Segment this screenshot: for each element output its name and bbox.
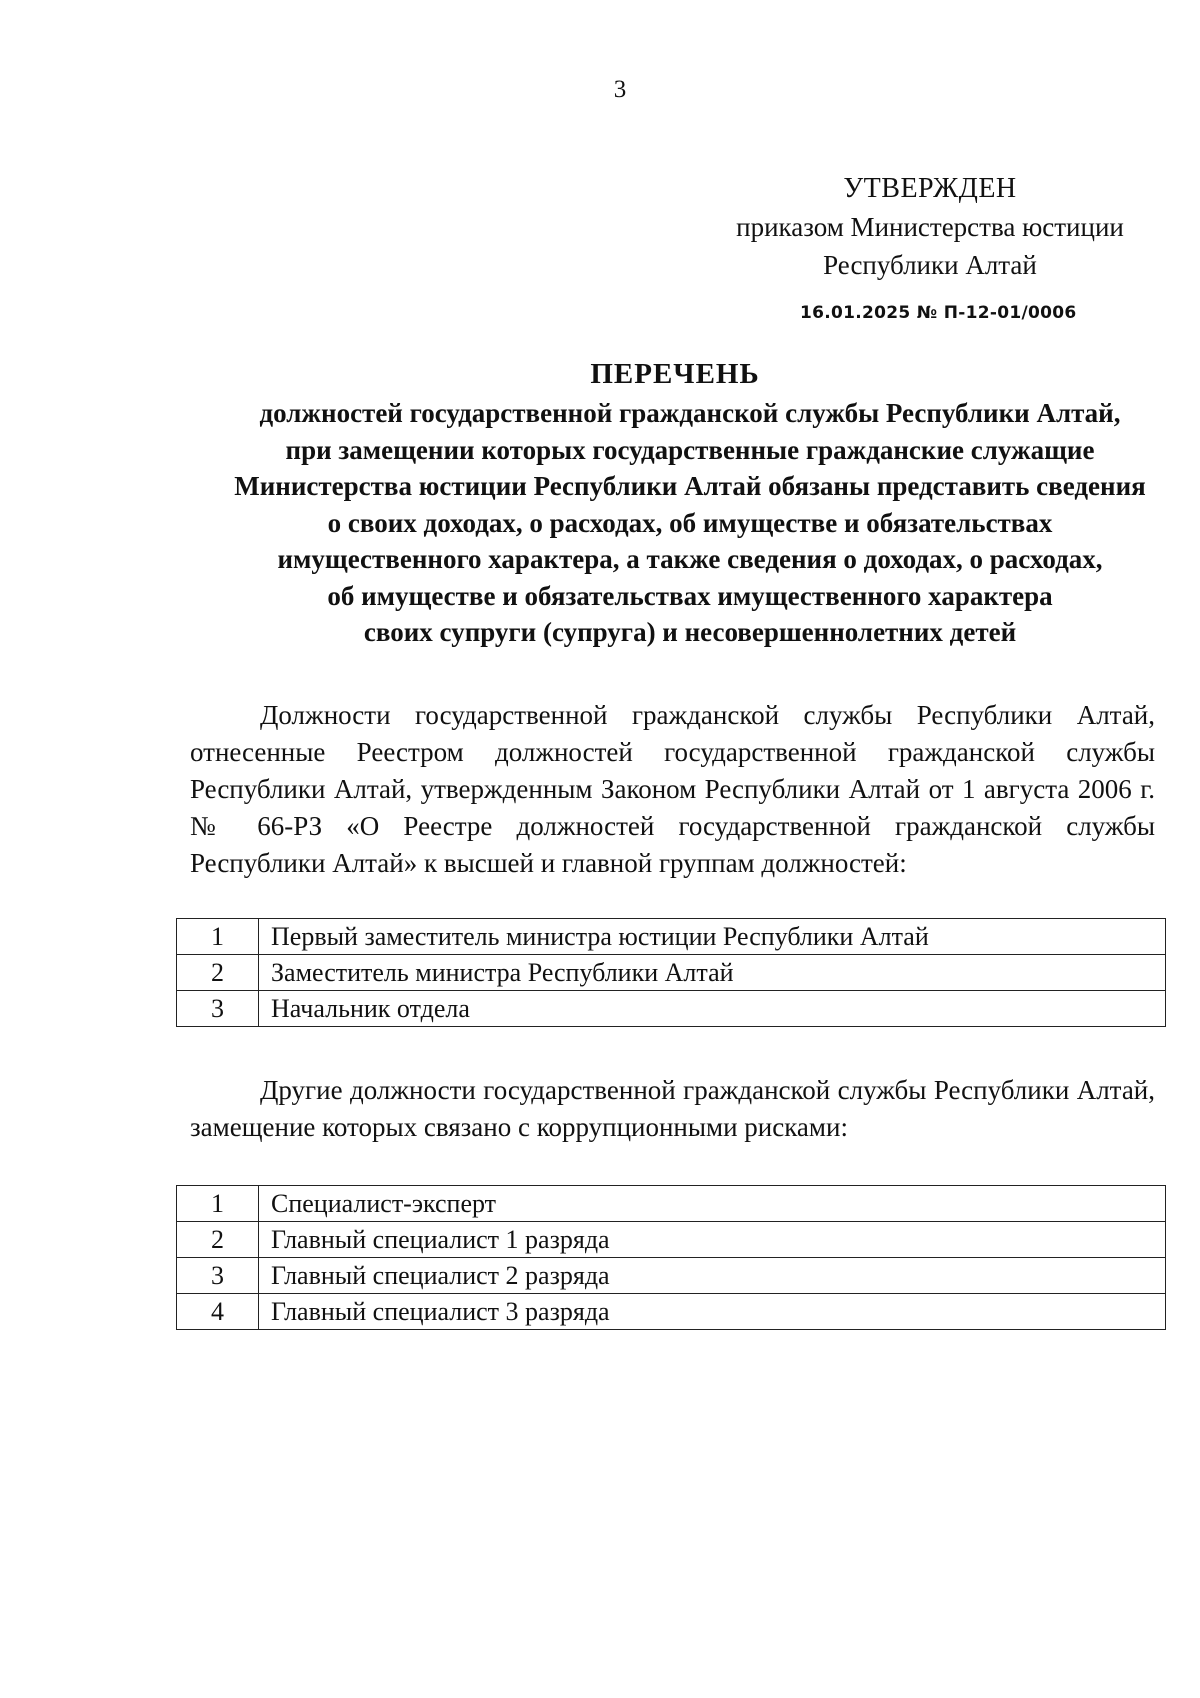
position-title: Специалист-эксперт xyxy=(259,1186,1166,1222)
document-subtitle xyxy=(190,395,1190,651)
approval-heading: УТВЕРЖДЕН xyxy=(843,173,1017,204)
other-positions-table xyxy=(176,1185,1166,1330)
paragraph-higher-positions: Должности государственной гражданской службы Республики Алтай, отнесенные Реестром должностей государственной гражданской службы Республики Алтай, утвержденным Законом Республики Алтай от 1 августа 2006 г. № 66-РЗ «О Реестре должностей государственной гражданской службы Республики Алтай» к высшей и главной группам должностей: xyxy=(190,700,1155,878)
row-number: 3 xyxy=(177,1258,259,1294)
subtitle-line: об имуществе и обязательствах имущественного характера xyxy=(327,580,1053,611)
page-number: 3 xyxy=(613,76,627,103)
higher-positions-table xyxy=(176,918,1166,1027)
subtitle-line: Министерства юстиции Республики Алтай обязаны представить сведения xyxy=(234,471,1146,501)
table-row xyxy=(177,919,1166,955)
row-number: 1 xyxy=(177,919,259,955)
table-row xyxy=(177,955,1166,991)
document-title: ПЕРЕЧЕНЬ xyxy=(590,358,760,390)
order-number: 16.01.2025 № П-12-01/0006 xyxy=(800,303,1077,323)
row-number: 3 xyxy=(177,991,259,1027)
table-row xyxy=(177,991,1166,1027)
approval-line-2: Республики Алтай xyxy=(823,250,1037,280)
position-title: Заместитель министра Республики Алтай xyxy=(259,955,1166,991)
subtitle-line: своих супруги (супруга) и несовершеннолетних детей xyxy=(363,617,1017,647)
subtitle-line: о своих доходах, о расходах, об имуществе и обязательствах xyxy=(327,507,1053,538)
table-row xyxy=(177,1186,1166,1222)
row-number: 4 xyxy=(177,1294,259,1330)
subtitle-line: имущественного характера, а также сведения о доходах, о расходах, xyxy=(277,544,1103,574)
position-title: Начальник отдела xyxy=(259,991,1166,1027)
subtitle-line: при замещении которых государственные гражданские служащие xyxy=(285,434,1095,465)
table-row xyxy=(177,1294,1166,1330)
position-title: Главный специалист 3 разряда xyxy=(259,1294,1166,1330)
approval-stamp xyxy=(700,170,1160,284)
paragraph-other-positions: Другие должности государственной гражданской службы Республики Алтай, замещение которых связано с коррупционными рисками: xyxy=(190,1075,1155,1142)
position-title: Главный специалист 1 разряда xyxy=(259,1222,1166,1258)
position-title: Главный специалист 2 разряда xyxy=(259,1258,1166,1294)
position-title: Первый заместитель министра юстиции Республики Алтай xyxy=(259,919,1166,955)
table-row xyxy=(177,1258,1166,1294)
row-number: 1 xyxy=(177,1186,259,1222)
subtitle-line: должностей государственной гражданской службы Республики Алтай, xyxy=(259,398,1121,428)
approval-line-1: приказом Министерства юстиции xyxy=(736,212,1124,242)
table-row xyxy=(177,1222,1166,1258)
row-number: 2 xyxy=(177,955,259,991)
row-number: 2 xyxy=(177,1222,259,1258)
